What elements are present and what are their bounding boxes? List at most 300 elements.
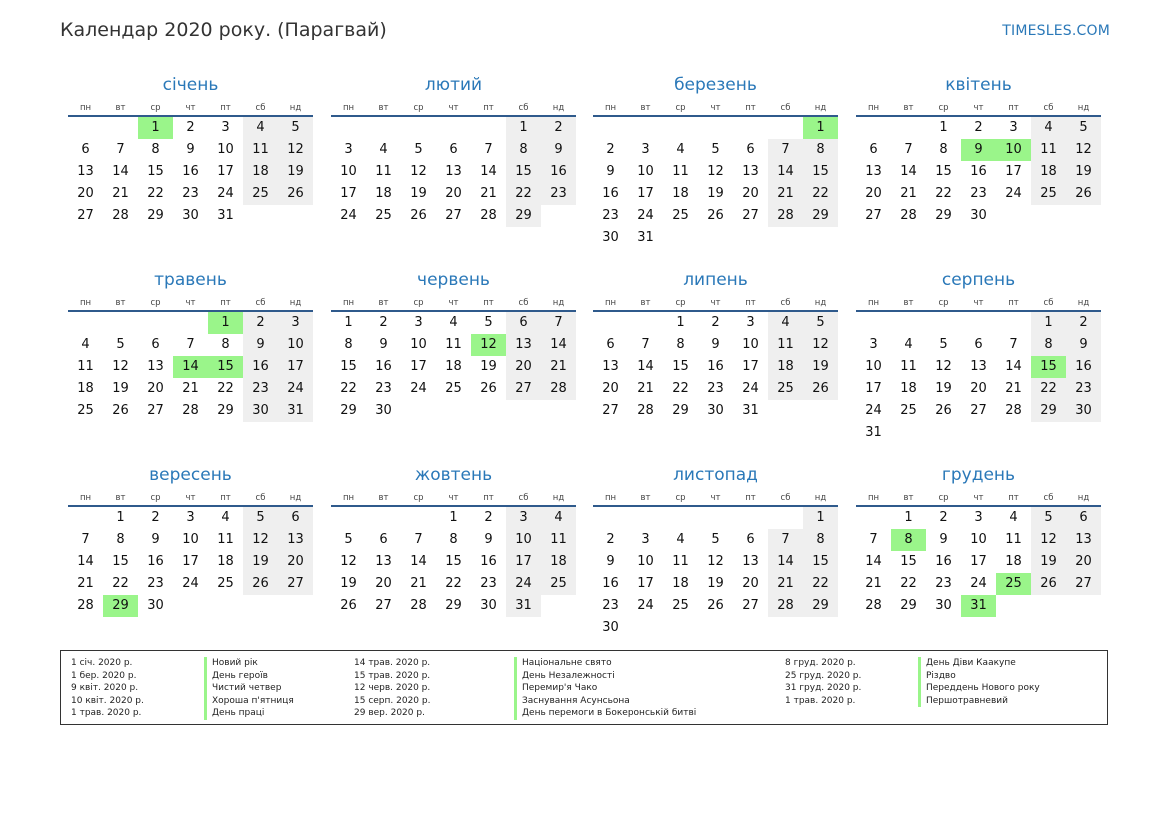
weekday-header [68, 491, 313, 507]
day-cell: 1 [676, 315, 685, 330]
month-8 [856, 264, 1101, 444]
day-cell: 6 [869, 142, 878, 157]
day-cell: 10 [217, 142, 234, 157]
day-cell: 20 [375, 576, 392, 591]
weekday-label: сб [255, 298, 266, 308]
month-4 [856, 69, 1101, 227]
day-cell: 18 [1005, 554, 1022, 569]
weekday-label: пт [745, 103, 756, 113]
day-cell: 25 [768, 378, 803, 400]
day-cell: 26 [243, 573, 278, 595]
empty-day-cell [628, 312, 663, 334]
empty-day-cell [243, 205, 278, 227]
weekday-label: пн [342, 493, 355, 503]
day-cell: 13 [602, 359, 619, 374]
legend-holiday-name: Новий рік [204, 657, 294, 670]
day-cell: 24 [506, 573, 541, 595]
weekday-label: пт [220, 298, 231, 308]
day-cell: 6 [974, 337, 983, 352]
day-cell: 25 [1031, 183, 1066, 205]
weekday-label: чт [973, 103, 984, 113]
weekday-label: сб [1043, 493, 1054, 503]
holiday-day-cell: 12 [471, 334, 506, 356]
empty-day-cell [926, 312, 961, 334]
day-cell: 10 [970, 532, 987, 547]
day-cell: 31 [217, 208, 234, 223]
day-cell: 27 [602, 403, 619, 418]
day-cell: 2 [606, 532, 615, 547]
holiday-day-cell: 25 [996, 573, 1031, 595]
weekday-label: сб [518, 493, 529, 503]
day-cell: 11 [375, 164, 392, 179]
day-cell: 10 [410, 337, 427, 352]
legend-date: 1 трав. 2020 р. [785, 695, 856, 706]
day-cell: 16 [182, 164, 199, 179]
week-row [331, 400, 576, 422]
empty-day-cell [996, 312, 1031, 334]
week-row [68, 400, 313, 422]
empty-day-cell [768, 617, 803, 639]
day-cell: 19 [707, 576, 724, 591]
empty-day-cell [768, 227, 803, 249]
day-cell: 2 [939, 510, 948, 525]
day-cell: 3 [746, 315, 755, 330]
weekday-header [856, 101, 1101, 117]
week-row [856, 422, 1101, 444]
empty-day-cell [173, 312, 208, 334]
empty-day-cell [541, 595, 576, 617]
day-cell: 3 [414, 315, 423, 330]
day-cell: 25 [375, 208, 392, 223]
weekday-label: пн [342, 103, 355, 113]
day-cell: 16 [935, 554, 952, 569]
weekday-label: пт [483, 493, 494, 503]
day-cell: 12 [707, 554, 724, 569]
day-cell: 29 [803, 205, 838, 227]
day-cell: 13 [147, 359, 164, 374]
legend-date: 1 січ. 2020 р. [71, 658, 133, 668]
weekday-label: ср [413, 298, 424, 308]
empty-day-cell [401, 117, 436, 139]
day-cell: 22 [803, 183, 838, 205]
legend-date: 25 груд. 2020 р. [785, 670, 862, 681]
week-row [856, 595, 1101, 617]
month-7 [593, 264, 838, 422]
day-cell: 26 [707, 208, 724, 223]
weekday-label: пт [1008, 103, 1019, 113]
empty-day-cell [891, 312, 926, 334]
day-cell: 13 [1066, 529, 1101, 551]
day-cell: 18 [672, 186, 689, 201]
weekday-label: ср [938, 103, 949, 113]
day-cell: 10 [340, 164, 357, 179]
day-cell: 18 [900, 381, 917, 396]
week-row [331, 183, 576, 205]
day-cell: 21 [480, 186, 497, 201]
week-row [856, 400, 1101, 422]
day-cell: 27 [375, 598, 392, 613]
week-row [331, 356, 576, 378]
day-cell: 31 [742, 403, 759, 418]
weekday-label: вт [378, 103, 389, 113]
empty-day-cell [593, 312, 628, 334]
holiday-day-cell: 31 [961, 595, 996, 617]
weekday-label: ср [150, 298, 161, 308]
day-cell: 27 [742, 598, 759, 613]
day-cell: 19 [1066, 161, 1101, 183]
week-row [68, 183, 313, 205]
weekday-label: сб [780, 493, 791, 503]
day-cell: 5 [939, 337, 948, 352]
day-cell: 14 [900, 164, 917, 179]
day-cell: 29 [1031, 400, 1066, 422]
day-cell: 6 [1066, 507, 1101, 529]
day-cell: 2 [974, 120, 983, 135]
day-cell: 2 [186, 120, 195, 135]
day-cell: 17 [278, 356, 313, 378]
day-cell: 10 [637, 164, 654, 179]
day-cell: 16 [480, 554, 497, 569]
day-cell: 11 [77, 359, 94, 374]
empty-day-cell [803, 400, 838, 422]
empty-day-cell [278, 595, 313, 617]
day-cell: 6 [449, 142, 458, 157]
day-cell: 22 [506, 183, 541, 205]
empty-day-cell [1066, 205, 1101, 227]
day-cell: 22 [445, 576, 462, 591]
day-cell: 30 [707, 403, 724, 418]
day-cell: 15 [445, 554, 462, 569]
weekday-label: чт [973, 493, 984, 503]
day-cell: 17 [182, 554, 199, 569]
day-cell: 2 [711, 315, 720, 330]
day-cell: 3 [344, 142, 353, 157]
day-cell: 21 [77, 576, 94, 591]
weekday-label: нд [814, 298, 827, 308]
day-cell: 2 [243, 312, 278, 334]
weekday-label: пт [745, 298, 756, 308]
day-cell: 13 [506, 334, 541, 356]
weekday-label: пн [867, 493, 880, 503]
empty-day-cell [698, 507, 733, 529]
day-cell: 17 [970, 554, 987, 569]
day-cell: 20 [1066, 551, 1101, 573]
weekday-label: ср [413, 103, 424, 113]
day-cell: 2 [541, 117, 576, 139]
legend-dates-column-2 [354, 657, 430, 720]
day-cell: 14 [112, 164, 129, 179]
week-row [593, 205, 838, 227]
day-cell: 13 [445, 164, 462, 179]
day-cell: 21 [900, 186, 917, 201]
empty-day-cell [436, 400, 471, 422]
day-cell: 26 [707, 598, 724, 613]
weekday-label: сб [1043, 103, 1054, 113]
week-row [331, 117, 576, 139]
week-row [593, 117, 838, 139]
legend-names-column-2 [514, 657, 696, 720]
empty-day-cell [401, 507, 436, 529]
day-cell: 19 [480, 359, 497, 374]
day-cell: 24 [637, 598, 654, 613]
weekday-label: ср [938, 298, 949, 308]
day-cell: 11 [445, 337, 462, 352]
day-cell: 28 [410, 598, 427, 613]
day-cell: 28 [541, 378, 576, 400]
week-row [593, 312, 838, 334]
day-cell: 13 [970, 359, 987, 374]
week-row [856, 161, 1101, 183]
week-row [856, 205, 1101, 227]
day-cell: 4 [449, 315, 458, 330]
empty-day-cell [1066, 422, 1101, 444]
day-cell: 23 [182, 186, 199, 201]
weekday-label: пн [79, 298, 92, 308]
day-cell: 18 [768, 356, 803, 378]
weekday-label: сб [518, 298, 529, 308]
day-cell: 14 [480, 164, 497, 179]
day-cell: 14 [768, 551, 803, 573]
day-cell: 8 [506, 139, 541, 161]
day-cell: 30 [602, 230, 619, 245]
day-cell: 21 [541, 356, 576, 378]
legend-holiday-name: Чистий четвер [204, 682, 294, 695]
empty-day-cell [628, 617, 663, 639]
week-row [593, 378, 838, 400]
day-cell: 30 [935, 598, 952, 613]
empty-day-cell [768, 507, 803, 529]
day-cell: 12 [1031, 529, 1066, 551]
day-cell: 28 [900, 208, 917, 223]
day-cell: 3 [869, 337, 878, 352]
day-cell: 3 [641, 142, 650, 157]
empty-day-cell [541, 205, 576, 227]
weekday-label: пн [604, 298, 617, 308]
day-cell: 27 [506, 378, 541, 400]
weekday-label: вт [903, 103, 914, 113]
day-cell: 22 [935, 186, 952, 201]
day-cell: 29 [935, 208, 952, 223]
week-row [68, 551, 313, 573]
day-cell: 12 [243, 529, 278, 551]
day-cell: 22 [217, 381, 234, 396]
weekday-label: пт [483, 298, 494, 308]
day-cell: 17 [1005, 164, 1022, 179]
empty-day-cell [996, 595, 1031, 617]
day-cell: 1 [449, 510, 458, 525]
day-cell: 5 [711, 142, 720, 157]
week-row [856, 551, 1101, 573]
empty-day-cell [733, 617, 768, 639]
legend-date: 14 трав. 2020 р. [354, 658, 431, 668]
day-cell: 12 [707, 164, 724, 179]
weekday-label: ср [675, 493, 686, 503]
site-link[interactable]: TIMESLES.COM [1002, 23, 1110, 39]
empty-day-cell [243, 595, 278, 617]
day-cell: 28 [768, 595, 803, 617]
day-cell: 8 [151, 142, 160, 157]
day-cell: 29 [506, 205, 541, 227]
legend-holiday-name: День Незалежності [514, 670, 696, 683]
day-cell: 23 [480, 576, 497, 591]
day-cell: 1 [1031, 312, 1066, 334]
month-name: березень [674, 75, 757, 95]
weekday-label: чт [185, 298, 196, 308]
day-cell: 9 [484, 532, 493, 547]
empty-day-cell [961, 422, 996, 444]
day-cell: 29 [803, 595, 838, 617]
weekday-label: нд [814, 103, 827, 113]
legend-date: 15 трав. 2020 р. [354, 670, 431, 681]
legend-holiday-name: Перемир'я Чако [514, 682, 696, 695]
day-cell: 4 [541, 507, 576, 529]
day-cell: 25 [672, 598, 689, 613]
day-cell: 15 [803, 551, 838, 573]
day-cell: 7 [186, 337, 195, 352]
day-cell: 2 [151, 510, 160, 525]
legend-holiday-name: День перемоги в Бокеронській битві [514, 707, 696, 720]
day-cell: 17 [340, 186, 357, 201]
legend-date: 8 груд. 2020 р. [785, 658, 856, 668]
day-cell: 3 [974, 510, 983, 525]
week-row [856, 573, 1101, 595]
weekday-header [593, 296, 838, 312]
day-cell: 23 [243, 378, 278, 400]
weekday-label: чт [710, 103, 721, 113]
day-cell: 14 [410, 554, 427, 569]
day-cell: 7 [641, 337, 650, 352]
day-cell: 4 [904, 337, 913, 352]
day-cell: 5 [414, 142, 423, 157]
day-cell: 3 [186, 510, 195, 525]
day-cell: 8 [1031, 334, 1066, 356]
empty-day-cell [961, 312, 996, 334]
day-cell: 11 [1005, 532, 1022, 547]
day-cell: 11 [541, 529, 576, 551]
day-cell: 16 [541, 161, 576, 183]
day-cell: 7 [414, 532, 423, 547]
day-cell: 21 [637, 381, 654, 396]
day-cell: 16 [1066, 356, 1101, 378]
day-cell: 3 [1009, 120, 1018, 135]
day-cell: 1 [116, 510, 125, 525]
empty-day-cell [506, 400, 541, 422]
holiday-day-cell: 29 [103, 595, 138, 617]
weekday-label: чт [710, 298, 721, 308]
weekday-label: нд [1077, 103, 1090, 113]
weekday-label: пн [342, 298, 355, 308]
day-cell: 15 [900, 554, 917, 569]
day-cell: 21 [410, 576, 427, 591]
week-row [68, 139, 313, 161]
week-row [331, 161, 576, 183]
weekday-label: ср [675, 103, 686, 113]
weekday-label: вт [903, 298, 914, 308]
weekday-header [856, 491, 1101, 507]
day-cell: 11 [672, 554, 689, 569]
day-cell: 8 [116, 532, 125, 547]
month-name: серпень [941, 270, 1016, 290]
day-cell: 30 [480, 598, 497, 613]
day-cell: 20 [147, 381, 164, 396]
day-cell: 14 [637, 359, 654, 374]
day-cell: 23 [602, 598, 619, 613]
empty-day-cell [628, 507, 663, 529]
day-cell: 27 [147, 403, 164, 418]
day-cell: 19 [707, 186, 724, 201]
empty-day-cell [891, 422, 926, 444]
day-cell: 12 [340, 554, 357, 569]
day-cell: 24 [637, 208, 654, 223]
day-cell: 29 [900, 598, 917, 613]
day-cell: 6 [379, 532, 388, 547]
empty-day-cell [891, 117, 926, 139]
day-cell: 28 [637, 403, 654, 418]
day-cell: 25 [900, 403, 917, 418]
day-cell: 31 [506, 595, 541, 617]
legend-date: 9 квіт. 2020 р. [71, 683, 139, 693]
week-row [68, 595, 313, 617]
day-cell: 27 [77, 208, 94, 223]
empty-day-cell [768, 117, 803, 139]
day-cell: 18 [243, 161, 278, 183]
week-row [856, 312, 1101, 334]
holiday-day-cell: 15 [208, 356, 243, 378]
day-cell: 19 [803, 356, 838, 378]
day-cell: 1 [939, 120, 948, 135]
day-cell: 21 [865, 576, 882, 591]
holiday-day-cell: 10 [996, 139, 1031, 161]
weekday-label: пт [220, 103, 231, 113]
weekday-label: нд [1077, 298, 1090, 308]
weekday-label: сб [1043, 298, 1054, 308]
day-cell: 28 [77, 598, 94, 613]
week-row [856, 529, 1101, 551]
empty-day-cell [366, 507, 401, 529]
day-cell: 23 [970, 186, 987, 201]
day-cell: 27 [742, 208, 759, 223]
day-cell: 6 [506, 312, 541, 334]
day-cell: 4 [81, 337, 90, 352]
legend-holiday-name: Заснування Асунсьона [514, 695, 696, 708]
day-cell: 8 [803, 529, 838, 551]
empty-day-cell [926, 422, 961, 444]
day-cell: 31 [637, 230, 654, 245]
holiday-day-cell: 1 [803, 117, 838, 139]
month-12 [856, 459, 1101, 617]
day-cell: 9 [606, 164, 615, 179]
day-cell: 20 [865, 186, 882, 201]
month-9 [68, 459, 313, 617]
day-cell: 27 [445, 208, 462, 223]
weekday-label: вт [115, 103, 126, 113]
day-cell: 27 [278, 573, 313, 595]
day-cell: 20 [77, 186, 94, 201]
day-cell: 4 [379, 142, 388, 157]
day-cell: 26 [410, 208, 427, 223]
week-row [593, 400, 838, 422]
day-cell: 5 [1031, 507, 1066, 529]
day-cell: 28 [768, 205, 803, 227]
day-cell: 9 [1066, 334, 1101, 356]
weekday-header [68, 296, 313, 312]
day-cell: 6 [606, 337, 615, 352]
day-cell: 7 [869, 532, 878, 547]
day-cell: 23 [541, 183, 576, 205]
weekday-label: чт [185, 103, 196, 113]
day-cell: 28 [112, 208, 129, 223]
day-cell: 25 [217, 576, 234, 591]
